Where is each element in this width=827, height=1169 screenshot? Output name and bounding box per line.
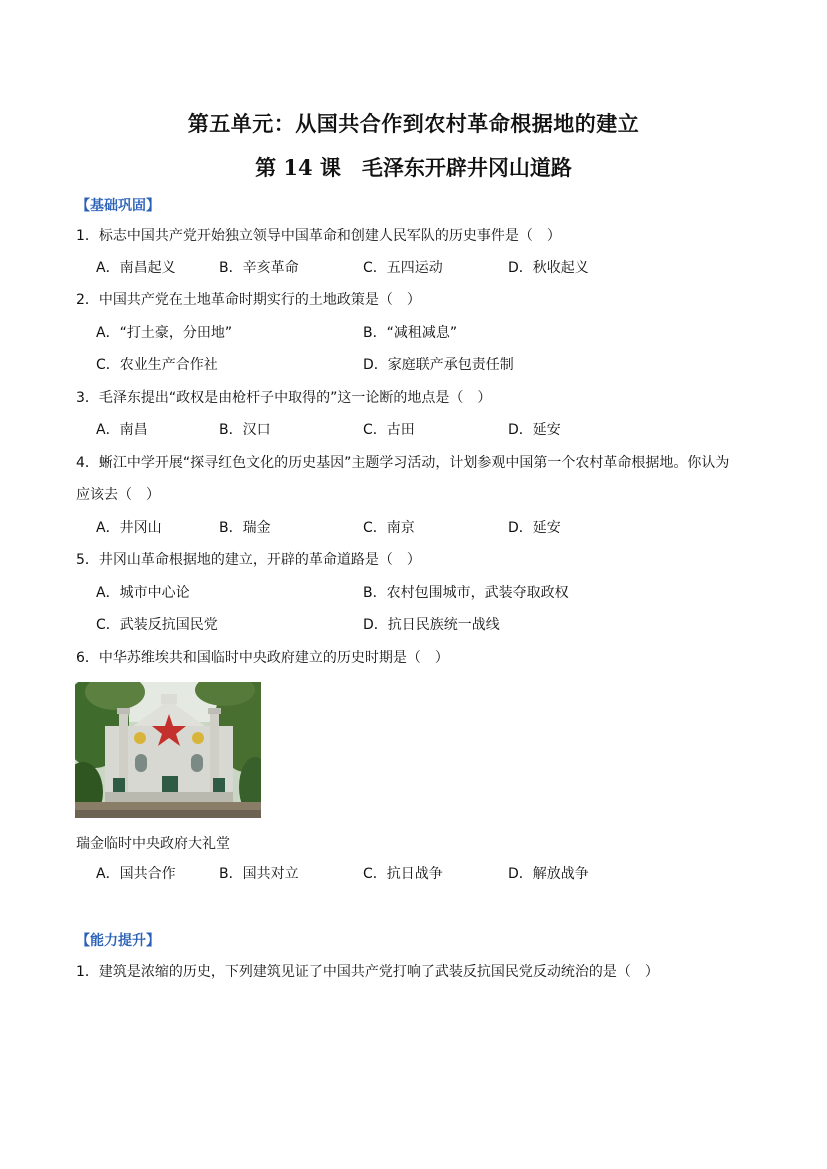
section-advanced-label: 【能力提升】 (76, 933, 160, 949)
question-4-text-line2: 应该去（ ） (76, 487, 160, 503)
q5-option-b: B．农村包围城市，武装夺取政权 (363, 585, 569, 601)
q3-option-c: C．古田 (363, 422, 415, 438)
q4-option-b: B．瑞金 (219, 520, 271, 536)
q3-option-d: D．延安 (508, 422, 561, 438)
q1-option-d: D．秋收起义 (508, 260, 589, 276)
q4-option-a: A．井冈山 (96, 520, 162, 536)
advanced-question-1-text: 1．建筑是浓缩的历史，下列建筑见证了中国共产党打响了武装反抗国民党反动统治的是（ ） (76, 964, 659, 980)
q2-option-c: C．农业生产合作社 (96, 357, 218, 373)
q1-option-b: B．辛亥革命 (219, 260, 299, 276)
question-2-text: 2．中国共产党在土地革命时期实行的土地政策是（ ） (76, 292, 421, 308)
lesson-title: 第 14 课 毛泽东开辟井冈山道路 (255, 155, 572, 180)
q6-option-d: D．解放战争 (508, 866, 589, 882)
q1-option-c: C．五四运动 (363, 260, 443, 276)
q2-option-b: B．“减租减息” (363, 325, 458, 341)
q3-option-b: B．汉口 (219, 422, 271, 438)
photo-caption: 瑞金临时中央政府大礼堂 (76, 836, 230, 852)
q5-option-c: C．武装反抗国民党 (96, 617, 218, 633)
q2-option-d: D．家庭联产承包责任制 (363, 357, 514, 373)
q6-option-c: C．抗日战争 (363, 866, 443, 882)
q6-option-b: B．国共对立 (219, 866, 299, 882)
q3-option-a: A．南昌 (96, 422, 148, 438)
question-3-text: 3．毛泽东提出“政权是由枪杆子中取得的”这一论断的地点是（ ） (76, 390, 492, 406)
q1-option-a: A．南昌起义 (96, 260, 176, 276)
ruijin-auditorium-photo (75, 682, 261, 818)
question-6-text: 6．中华苏维埃共和国临时中央政府建立的历史时期是（ ） (76, 650, 449, 666)
question-5-text: 5．井冈山革命根据地的建立，开辟的革命道路是（ ） (76, 552, 421, 568)
q6-option-a: A．国共合作 (96, 866, 176, 882)
q4-option-c: C．南京 (363, 520, 415, 536)
unit-title: 第五单元：从国共合作到农村革命根据地的建立 (187, 111, 640, 136)
q5-option-a: A．城市中心论 (96, 585, 190, 601)
question-4-text-line1: 4．蜥江中学开展“探寻红色文化的历史基因”主题学习活动，计划参观中国第一个农村革命根据地。你认为 (76, 455, 730, 471)
q2-option-a: A．“打土豪，分田地” (96, 325, 233, 341)
question-1-text: 1．标志中国共产党开始独立领导中国革命和创建人民军队的历史事件是（ ） (76, 228, 561, 244)
q4-option-d: D．延安 (508, 520, 561, 536)
q5-option-d: D．抗日民族统一战线 (363, 617, 500, 633)
section-basic-label: 【基础巩固】 (76, 198, 160, 214)
